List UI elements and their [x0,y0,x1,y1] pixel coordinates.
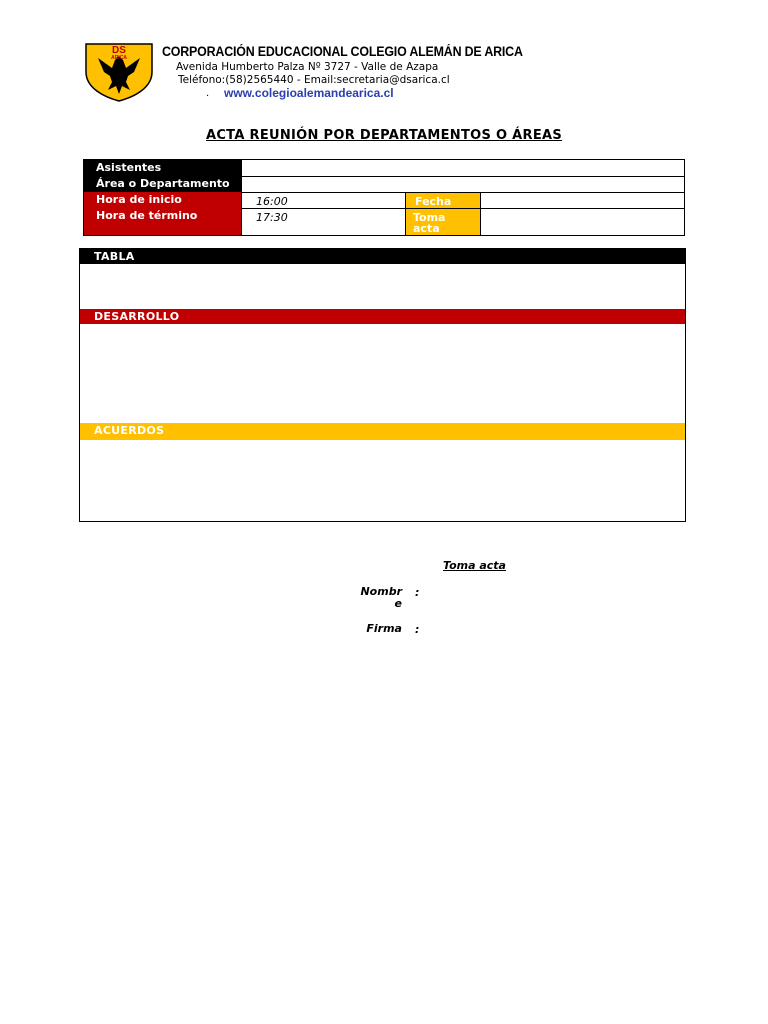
desarrollo-content[interactable] [80,324,685,423]
nombre-label [342,586,402,610]
address: Avenida Humberto Palza Nº 3727 - Valle de Azapa [176,61,439,73]
firma-colon: : [415,623,420,636]
area-label: Área o Departamento [84,176,241,192]
minutes-sections [79,248,686,522]
meeting-info-table [83,159,685,236]
firma-label: Firma [366,622,402,635]
nombre-label-text: Nombre [360,585,402,610]
toma-acta-label: Toma acta [405,208,480,235]
phone-email: Teléfono:(58)2565440 - Email:secretaria@dsarica.cl [178,74,450,86]
logo-subtext: ARICA [111,55,127,61]
toma-acta-field[interactable] [480,208,684,235]
hora-termino-field[interactable]: 17:30 [241,208,405,235]
nombre-colon: : [415,586,420,599]
tabla-content[interactable] [80,264,685,309]
hora-termino-label: Hora de término [84,208,241,235]
acuerdos-header: ACUERDOS [80,423,685,440]
school-logo [84,42,154,102]
fecha-label: Fecha [405,192,480,208]
organization-name: CORPORACIÓN EDUCACIONAL COLEGIO ALEMÁN DE ARICA [162,44,523,59]
eagle-shield-icon [84,42,154,102]
asistentes-field[interactable] [241,160,684,176]
website-link[interactable]: www.colegioalemandearica.cl [224,86,394,100]
logo-text: DS [112,45,126,56]
toma-acta-heading: Toma acta [443,559,506,572]
tabla-header: TABLA [80,249,685,264]
desarrollo-header: DESARROLLO [80,309,685,324]
document-title: ACTA REUNIÓN POR DEPARTAMENTOS O ÁREAS [205,128,563,143]
nombre-field[interactable] [425,584,625,600]
hora-inicio-field[interactable]: 16:00 [241,192,405,208]
hora-inicio-label: Hora de inicio [84,192,241,208]
firma-field[interactable] [425,621,625,637]
acuerdos-content[interactable] [80,440,685,521]
website-bullet: . [206,88,210,99]
fecha-field[interactable] [480,192,684,208]
asistentes-label: Asistentes [84,160,241,176]
area-field[interactable] [241,176,684,192]
